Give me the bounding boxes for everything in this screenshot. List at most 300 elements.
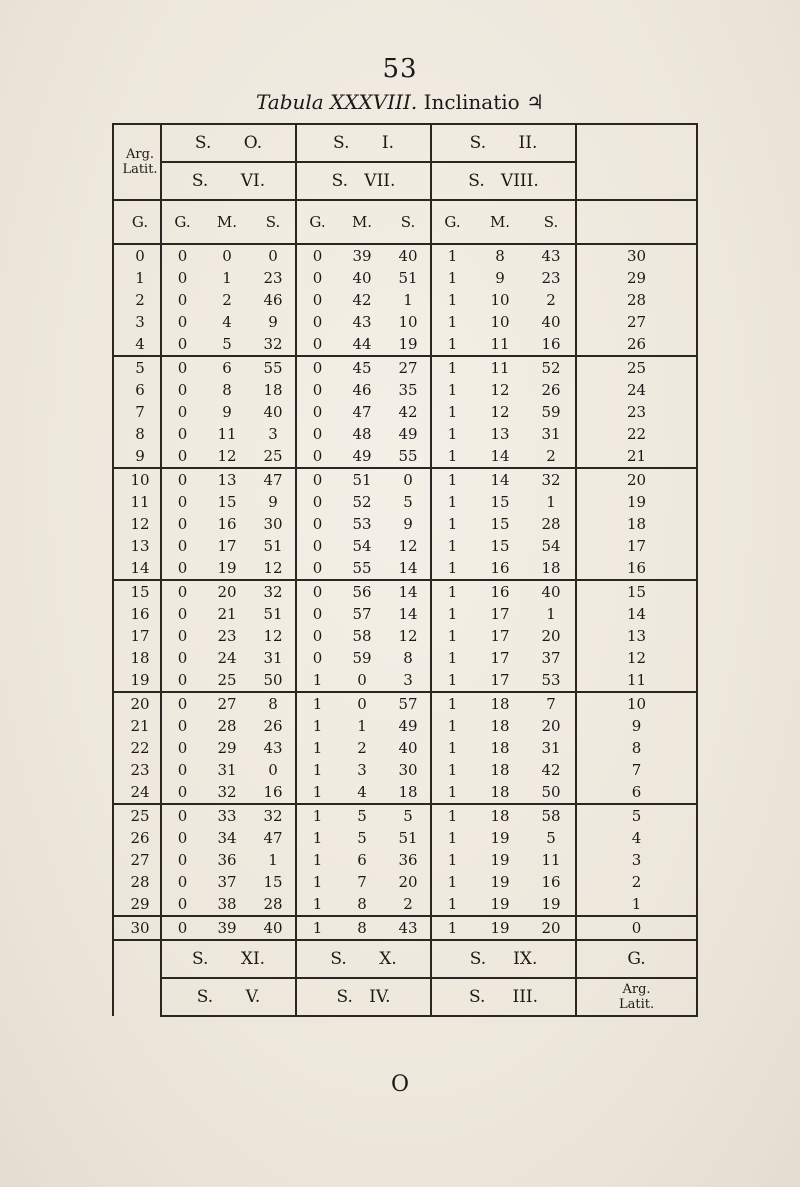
sign2-s-value: 3: [386, 669, 431, 692]
arg-latit-value: 22: [113, 737, 161, 759]
right-blank-header: [576, 124, 697, 200]
sign3-m-value: 19: [473, 893, 527, 916]
arg-latit-value: 10: [113, 468, 161, 491]
sign2-m-value: 54: [352, 537, 372, 555]
sign2-g-value: 0: [296, 647, 338, 669]
sign3-s-value: 40: [541, 313, 561, 331]
arg-latit-right-value: 7: [576, 759, 697, 781]
table-row: [113, 401, 697, 423]
sign3-s-value: 50: [527, 781, 576, 804]
sign2-m-value: 53: [352, 515, 372, 533]
sign2-g-value: 1: [296, 827, 338, 849]
sign3-m-value: 11: [490, 359, 510, 377]
table-row: [113, 916, 697, 940]
arg-latit-value: 18: [113, 647, 161, 669]
sign3-m-value: 18: [490, 807, 510, 825]
sign2-g-value: 0: [296, 535, 338, 557]
table-row: [113, 603, 697, 625]
sign2-g-value: 0: [296, 625, 338, 647]
arg-latit-value: 13: [113, 535, 161, 557]
sign3-g-value: 1: [431, 356, 473, 379]
sign3-g-value: 1: [431, 692, 473, 715]
sign3-s-value: 16: [541, 873, 561, 891]
sign2-m-value: 7: [357, 873, 367, 891]
sign2-s-value: 55: [386, 445, 431, 468]
arg-latit-right-value: 0: [576, 916, 697, 940]
sign3-g-value: 1: [431, 715, 473, 737]
sign3-m-value: 12: [490, 381, 510, 399]
right-arg-latit-footer: [576, 978, 697, 1016]
sign1-m-value: 24: [217, 649, 237, 667]
sign1-g-value: 0: [161, 267, 203, 289]
sign1-m-value: 33: [217, 807, 237, 825]
arg-latit-right-value: 9: [576, 715, 697, 737]
sign1-g-value: 0: [161, 423, 203, 445]
unit-m-1: M.: [203, 200, 251, 244]
sign2-s-value: 57: [398, 695, 418, 713]
table-row: [113, 356, 697, 379]
unit-s-1: S.: [251, 200, 296, 244]
table-row: [113, 759, 697, 781]
sign3-m-value: 9: [495, 269, 505, 287]
sign1-m-value: 12: [203, 445, 251, 468]
sign2-g-value: 1: [296, 849, 338, 871]
sign1-g-value: 0: [161, 289, 203, 311]
unit-s-2: S.: [386, 200, 431, 244]
sign1-g-value: 0: [161, 849, 203, 871]
arg-latit-right-value: 4: [576, 827, 697, 849]
sign3-g-value: 1: [431, 893, 473, 916]
sign2-m-value: 58: [352, 627, 372, 645]
sign1-g-value: 0: [161, 669, 203, 692]
table-row: [113, 715, 697, 737]
sign3-m-value: 18: [473, 781, 527, 804]
sign-header-s-6: S. VI.: [161, 162, 296, 200]
sign2-m-value: 51: [352, 471, 372, 489]
sign3-s-value: 42: [541, 761, 561, 779]
sign1-s-value: 9: [268, 493, 278, 511]
sign1-s-value: 47: [263, 829, 283, 847]
sign3-s-value: 28: [541, 515, 561, 533]
sign1-g-value: 0: [161, 401, 203, 423]
arg-latit-right-value: 5: [576, 804, 697, 827]
unit-g-3: G.: [431, 200, 473, 244]
sign1-s-value: 30: [263, 515, 283, 533]
sign1-g-value: 0: [161, 625, 203, 647]
sign2-s-value: 18: [386, 781, 431, 804]
sign3-m-value: 19: [490, 851, 510, 869]
sign3-m-value: 10: [490, 291, 510, 309]
sign2-m-value: 0: [338, 669, 386, 692]
table-row: [113, 423, 697, 445]
unit-g-right: G.: [576, 940, 697, 978]
sign1-m-value: 13: [217, 471, 237, 489]
sign2-s-value: 40: [398, 739, 418, 757]
sign-header-s-2: S. II.: [431, 124, 576, 162]
sign3-s-value: 20: [541, 627, 561, 645]
arg-latit-value: 15: [113, 580, 161, 603]
sign3-m-value: 13: [490, 425, 510, 443]
sign2-m-value: 39: [352, 247, 372, 265]
sign3-s-value: 2: [527, 445, 576, 468]
sign1-g-value: 0: [161, 781, 203, 804]
sign2-s-value: 14: [386, 557, 431, 580]
arg-latit-value: 7: [113, 401, 161, 423]
sign1-g-value: 0: [161, 759, 203, 781]
arg-latit-value: 23: [113, 759, 161, 781]
sign3-m-value: 10: [490, 313, 510, 331]
sign1-s-value: 18: [263, 381, 283, 399]
arg-latit-right-value: 3: [576, 849, 697, 871]
arg-latit-value: 11: [113, 491, 161, 513]
unit-m-2: M.: [338, 200, 386, 244]
arg-latit-right-value: 30: [576, 244, 697, 267]
sign3-g-value: 1: [431, 625, 473, 647]
arg-latit-right-value: 1: [576, 893, 697, 916]
sign1-g-value: 0: [161, 379, 203, 401]
sign1-m-value: 11: [217, 425, 237, 443]
signature-mark: O: [390, 1072, 410, 1097]
sign2-g-value: 0: [296, 356, 338, 379]
table-row: [113, 669, 697, 692]
sign2-s-value: 14: [398, 583, 418, 601]
sign1-s-value: 12: [251, 557, 296, 580]
sign2-g-value: 1: [296, 804, 338, 827]
arg-latit-right-value: 19: [576, 491, 697, 513]
arg-latit-value: 16: [113, 603, 161, 625]
sign2-g-value: 1: [296, 715, 338, 737]
sign2-s-value: 0: [403, 471, 413, 489]
table-title-italic: Tabula XXXVIII.: [255, 90, 418, 114]
sign-header-s-8: S. VIII.: [431, 162, 576, 200]
unit-g-2: G.: [296, 200, 338, 244]
sign2-g-value: 0: [296, 311, 338, 333]
sign1-g-value: 0: [161, 916, 203, 940]
table-row: [113, 692, 697, 715]
sign2-m-value: 40: [352, 269, 372, 287]
sign3-m-value: 11: [473, 333, 527, 356]
sign2-s-value: 35: [398, 381, 418, 399]
arg-latit-right-value: 20: [576, 468, 697, 491]
sign1-m-value: 36: [217, 851, 237, 869]
sign2-s-value: 1: [403, 291, 413, 309]
sign2-s-value: 9: [403, 515, 413, 533]
table-title: [0, 90, 800, 114]
arg-latit-value: 28: [113, 871, 161, 893]
sign1-s-value: 26: [263, 717, 283, 735]
sign3-s-value: 26: [541, 381, 561, 399]
sign2-g-value: 0: [296, 379, 338, 401]
sign2-g-value: 1: [296, 916, 338, 940]
unit-m-3: M.: [473, 200, 527, 244]
sign1-g-value: 0: [161, 893, 203, 916]
arg-latit-right-value: 27: [576, 311, 697, 333]
sign1-g-value: 0: [161, 715, 203, 737]
inclination-table: [112, 123, 698, 1017]
sign3-g-value: 1: [431, 535, 473, 557]
arg-latit-right-value: 26: [576, 333, 697, 356]
sign-header-s-0: S. O.: [161, 124, 296, 162]
sign3-s-value: 52: [541, 359, 561, 377]
sign3-s-value: 19: [527, 893, 576, 916]
sign1-g-value: 0: [161, 333, 203, 356]
sign3-g-value: 1: [431, 781, 473, 804]
sign1-m-value: 5: [203, 333, 251, 356]
sign2-m-value: 57: [352, 605, 372, 623]
sign3-g-value: 1: [431, 379, 473, 401]
table-body: [113, 124, 697, 1016]
sign2-s-value: 43: [386, 916, 431, 940]
sign2-m-value: 56: [352, 583, 372, 601]
sign3-g-value: 1: [431, 491, 473, 513]
sign2-g-value: 0: [296, 445, 338, 468]
sign2-s-value: 49: [398, 717, 418, 735]
sign2-s-value: 12: [398, 537, 418, 555]
sign2-m-value: 1: [357, 717, 367, 735]
arg-latit-right-value: 21: [576, 445, 697, 468]
unit-g-left: G.: [113, 200, 161, 244]
arg-latit-right-value: 2: [576, 871, 697, 893]
sign3-s-value: 59: [541, 403, 561, 421]
arg-latit-value: 8: [113, 423, 161, 445]
sign1-m-value: 28: [217, 717, 237, 735]
sign1-m-value: 38: [203, 893, 251, 916]
arg-latit-right-value: 28: [576, 289, 697, 311]
sign1-m-value: 39: [203, 916, 251, 940]
sign3-g-value: 1: [431, 669, 473, 692]
sign3-m-value: 8: [495, 247, 505, 265]
sign2-m-value: 5: [357, 829, 367, 847]
sign3-m-value: 14: [473, 445, 527, 468]
sign2-s-value: 14: [398, 605, 418, 623]
sign-footer-s-5: S. V.: [161, 978, 296, 1016]
unit-s-3: S.: [527, 200, 576, 244]
arg-latit-value: 12: [113, 513, 161, 535]
sign2-g-value: 0: [296, 333, 338, 356]
sign2-s-value: 51: [398, 269, 418, 287]
arg-latit-value: 21: [113, 715, 161, 737]
sign3-s-value: 7: [546, 695, 556, 713]
sign1-s-value: 32: [263, 807, 283, 825]
sign1-g-value: 0: [161, 311, 203, 333]
sign2-m-value: 3: [357, 761, 367, 779]
sign1-m-value: 31: [217, 761, 237, 779]
unit-g-1: G.: [161, 200, 203, 244]
arg-latit-right-value: 23: [576, 401, 697, 423]
sign3-s-value: 54: [541, 537, 561, 555]
sign3-m-value: 16: [490, 583, 510, 601]
sign3-g-value: 1: [431, 311, 473, 333]
arg-latit-value: 17: [113, 625, 161, 647]
sign-footer-s-10: S. X.: [296, 940, 431, 978]
sign2-s-value: 51: [398, 829, 418, 847]
sign1-m-value: 34: [217, 829, 237, 847]
sign2-g-value: 0: [296, 244, 338, 267]
header-row-signs-top: [113, 124, 697, 162]
sign-footer-s-9: S. IX.: [431, 940, 576, 978]
sign1-s-value: 15: [263, 873, 283, 891]
arg-latit-value: 20: [113, 692, 161, 715]
sign1-m-value: 37: [217, 873, 237, 891]
sign3-s-value: 53: [527, 669, 576, 692]
sign3-s-value: 5: [546, 829, 556, 847]
arg-latit-right-value: 13: [576, 625, 697, 647]
sign2-g-value: 1: [296, 692, 338, 715]
sign2-m-value: 5: [357, 807, 367, 825]
sign2-m-value: 55: [338, 557, 386, 580]
sign1-m-value: 6: [222, 359, 232, 377]
arg-latit-value: 19: [113, 669, 161, 692]
sign3-m-value: 17: [490, 627, 510, 645]
sign1-s-value: 12: [263, 627, 283, 645]
sign1-m-value: 2: [222, 291, 232, 309]
sign1-g-value: 0: [161, 491, 203, 513]
table-row: [113, 491, 697, 513]
sign3-s-value: 31: [541, 739, 561, 757]
table-row: [113, 781, 697, 804]
sign1-m-value: 16: [217, 515, 237, 533]
sign2-m-value: 42: [352, 291, 372, 309]
sign3-g-value: 1: [431, 827, 473, 849]
sign1-s-value: 51: [263, 605, 283, 623]
sign3-g-value: 1: [431, 647, 473, 669]
sign2-m-value: 48: [352, 425, 372, 443]
sign1-m-value: 21: [217, 605, 237, 623]
right-arg-latit-label: Arg. Latit.: [618, 982, 655, 1012]
sign3-g-value: 1: [431, 737, 473, 759]
table-row: [113, 804, 697, 827]
sign2-g-value: 0: [296, 491, 338, 513]
sign1-m-value: 0: [222, 247, 232, 265]
sign1-s-value: 16: [251, 781, 296, 804]
sign2-m-value: 4: [338, 781, 386, 804]
sign2-s-value: 5: [403, 807, 413, 825]
sign1-s-value: 31: [263, 649, 283, 667]
arg-latit-value: 29: [113, 893, 161, 916]
sign1-g-value: 0: [161, 535, 203, 557]
header-row-units: [113, 200, 697, 244]
table-row: [113, 557, 697, 580]
sign1-g-value: 0: [161, 804, 203, 827]
sign2-g-value: 0: [296, 289, 338, 311]
sign2-s-value: 20: [398, 873, 418, 891]
jupiter-symbol: ♃: [526, 90, 544, 114]
sign1-g-value: 0: [161, 647, 203, 669]
arg-latit-right-value: 11: [576, 669, 697, 692]
sign2-s-value: 19: [386, 333, 431, 356]
table-row: [113, 513, 697, 535]
sign3-g-value: 1: [431, 849, 473, 871]
sign3-s-value: 1: [546, 493, 556, 511]
sign1-m-value: 15: [217, 493, 237, 511]
sign1-m-value: 23: [217, 627, 237, 645]
sign1-s-value: 25: [251, 445, 296, 468]
footer-left-blank: [113, 940, 161, 1016]
sign3-s-value: 32: [541, 471, 561, 489]
sign2-m-value: 6: [357, 851, 367, 869]
sign2-s-value: 10: [398, 313, 418, 331]
table-row: [113, 647, 697, 669]
arg-latit-value: 24: [113, 781, 161, 804]
sign2-s-value: 49: [398, 425, 418, 443]
sign2-m-value: 8: [338, 916, 386, 940]
sign2-m-value: 59: [352, 649, 372, 667]
sign2-g-value: 0: [296, 603, 338, 625]
sign1-g-value: 0: [161, 468, 203, 491]
sign2-g-value: 0: [296, 401, 338, 423]
sign3-m-value: 14: [490, 471, 510, 489]
sign3-s-value: 43: [541, 247, 561, 265]
sign1-s-value: 8: [268, 695, 278, 713]
table-row: [113, 289, 697, 311]
sign3-g-value: 1: [431, 513, 473, 535]
sign-header-s-1: S. I.: [296, 124, 431, 162]
sign1-s-value: 51: [263, 537, 283, 555]
footer-row-signs-top: [113, 940, 697, 978]
arg-latit-right-value: 8: [576, 737, 697, 759]
table-row: [113, 737, 697, 759]
arg-latit-value: 27: [113, 849, 161, 871]
footer-row-signs-bottom: [113, 978, 697, 1016]
sign2-s-value: 36: [398, 851, 418, 869]
sign3-m-value: 18: [490, 739, 510, 757]
table-title-plain: Inclinatio: [423, 90, 520, 114]
sign1-m-value: 27: [217, 695, 237, 713]
sign3-g-value: 1: [431, 759, 473, 781]
sign1-g-value: 0: [161, 557, 203, 580]
sign3-m-value: 17: [490, 649, 510, 667]
sign1-g-value: 0: [161, 692, 203, 715]
sign3-s-value: 37: [541, 649, 561, 667]
sign1-g-value: 0: [161, 737, 203, 759]
sign3-m-value: 17: [490, 605, 510, 623]
arg-latit-value: 4: [113, 333, 161, 356]
unit-blank-right: [576, 200, 697, 244]
sign3-g-value: 1: [431, 916, 473, 940]
arg-latit-value: 14: [113, 557, 161, 580]
sign2-g-value: 0: [296, 557, 338, 580]
sign1-m-value: 19: [203, 557, 251, 580]
table-row: [113, 849, 697, 871]
sign2-s-value: 27: [398, 359, 418, 377]
table-row: [113, 580, 697, 603]
sign3-s-value: 16: [527, 333, 576, 356]
sign2-g-value: 0: [296, 580, 338, 603]
sign3-g-value: 1: [431, 333, 473, 356]
sign1-s-value: 28: [251, 893, 296, 916]
table-row: [113, 445, 697, 468]
sign1-s-value: 0: [268, 247, 278, 265]
sign2-s-value: 42: [398, 403, 418, 421]
sign3-s-value: 58: [541, 807, 561, 825]
sign3-m-value: 17: [473, 669, 527, 692]
sign1-g-value: 0: [161, 356, 203, 379]
sign-footer-s-3: S. III.: [431, 978, 576, 1016]
sign3-m-value: 19: [490, 829, 510, 847]
sign2-m-value: 46: [352, 381, 372, 399]
arg-latit-right-value: 15: [576, 580, 697, 603]
arg-latit-right-value: 16: [576, 557, 697, 580]
sign3-m-value: 12: [490, 403, 510, 421]
sign3-s-value: 2: [546, 291, 556, 309]
sign3-s-value: 20: [541, 717, 561, 735]
sign2-g-value: 1: [296, 737, 338, 759]
sign3-m-value: 15: [490, 493, 510, 511]
sign3-m-value: 18: [490, 695, 510, 713]
table-row: [113, 893, 697, 916]
table-row: [113, 468, 697, 491]
sign3-m-value: 19: [490, 873, 510, 891]
